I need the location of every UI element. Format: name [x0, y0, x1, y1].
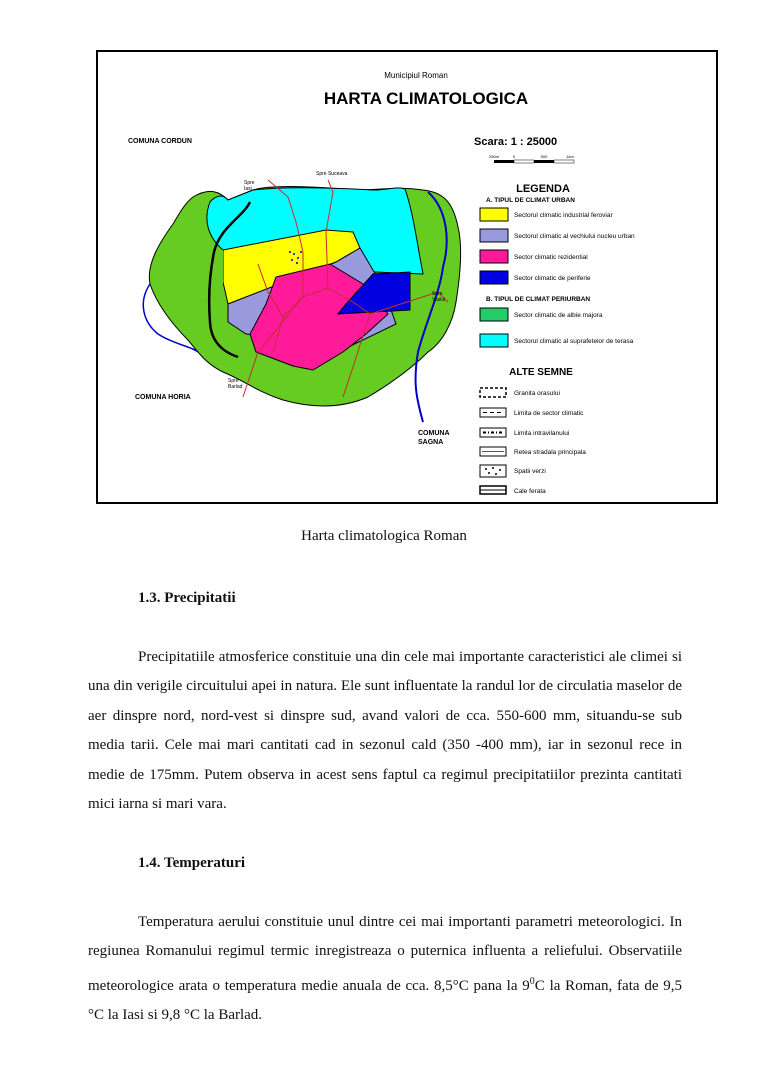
- label-spre-barlad-2: Barlad: [228, 384, 243, 390]
- legend-label-periferie: Sector climatic de periferie: [514, 275, 591, 282]
- legend-title: LEGENDA: [516, 183, 570, 195]
- legend-swatch-terasa: [480, 334, 508, 347]
- scale-tick-1: 250m: [488, 154, 500, 159]
- legend-other-title: ALTE SEMNE: [509, 367, 573, 378]
- scale-bar: [494, 160, 574, 163]
- label-spre-barlad-1: Spre: [228, 378, 239, 384]
- superscript-degree: 0: [529, 975, 535, 987]
- legend-swatch-albie: [480, 308, 508, 321]
- section-heading-precipitatii: 1.3. Precipitatii: [138, 590, 236, 606]
- legend-swatch-nucleu: [480, 229, 508, 242]
- legend-section-b: B. TIPUL DE CLIMAT PERIURBAN: [486, 296, 591, 303]
- place-sagna-line2: SAGNA: [418, 439, 444, 446]
- legend-swatch-rezidential: [480, 250, 508, 263]
- label-spre-vaslui-2: Vaslui: [432, 297, 446, 303]
- legend-label-rezidential: Sector climatic rezidential: [514, 254, 588, 261]
- paragraph-temperaturi-text-2: C la Roman, fata de 9,5 °C la Iasi si 9,8 °C la Barlad.: [88, 977, 683, 1024]
- sign-label-3: Limita intravilanului: [514, 430, 570, 437]
- paragraph-precipitatii-text: Precipitatiile atmosferice constituie una din cele mai importante caracteristici ale climei si una din verigile circuitului apei in natura. Ele sunt influentate la randul lor de circulatia maselor de aer dinspre nord, nord-vest si dinspre sud, avand valori de cca. 550-600 mm, situandu-se sub media tarii. Cele mai mari cantitati cad in sezonul cald (350 -400 mm), iar in sezonul rece in medie de 175mm. Putem observa in acest sens faptul ca regimul precipitatiilor prezinta cantitati mici iarna si mari vara.: [88, 649, 682, 813]
- legend-swatch-periferie: [480, 271, 508, 284]
- label-spre-suceava: Spre Suceava: [316, 171, 348, 177]
- sign-label-4: Retea stradala principala: [514, 449, 586, 456]
- legend-label-albie: Sector climatic de albie majora: [514, 312, 603, 319]
- paragraph-temperaturi: [88, 908, 682, 1031]
- label-spre-iasi-2: Iasi: [244, 186, 252, 192]
- label-spre-vaslui-1: Spre: [432, 291, 443, 297]
- legend-label-industrial: Sectorul climatic industrial feroviar: [514, 212, 613, 219]
- sign-city-border-icon: [480, 388, 506, 397]
- map-title: HARTA CLIMATOLOGICA: [323, 89, 529, 108]
- sign-label-6: Cale ferata: [514, 488, 546, 495]
- sign-label-5: Spatii verzi: [514, 468, 546, 475]
- legend-label-terasa: Sectorul climatic al suprafetelor de terasa: [514, 338, 634, 345]
- legend-label-nucleu: Sectorul climatic al vechiului nucleu urban: [514, 233, 635, 240]
- legend-swatch-industrial: [480, 208, 508, 221]
- map-caption: Harta climatologica Roman: [301, 528, 467, 544]
- legend-section-a: A. TIPUL DE CLIMAT URBAN: [486, 197, 575, 204]
- section-heading-temperaturi: 1.4. Temperaturi: [138, 855, 246, 871]
- place-cordun: COMUNA CORDUN: [128, 138, 192, 145]
- place-sagna-line1: COMUNA: [418, 430, 450, 437]
- scale-tick-2: 0: [512, 154, 516, 159]
- place-horia: COMUNA HORIA: [135, 394, 191, 401]
- sign-green-spaces-icon: [480, 465, 506, 477]
- map-scale: Scara: 1 : 25000: [474, 136, 558, 148]
- scale-tick-3: 500: [540, 154, 548, 159]
- paragraph-temperaturi-text-1: Temperatura aerului constituie unul dintre cei mai importanti parametri meteorologici. In regiunea Romanului regimul termic inregistreaza o puternica influenta a reliefului. Observatiile meteorologice arata o temperatura medie anuala de cca. 8,5°C pana la 9: [88, 914, 682, 994]
- label-spre-iasi-1: Spre: [244, 180, 255, 186]
- climatological-map: [96, 50, 718, 504]
- sign-label-1: Granita orasului: [514, 390, 560, 397]
- paragraph-precipitatii: [88, 643, 682, 819]
- scale-tick-4: 1km: [566, 154, 574, 159]
- sign-label-2: Limita de sector climatic: [514, 410, 584, 417]
- map-header: Municipiul Roman: [384, 71, 448, 80]
